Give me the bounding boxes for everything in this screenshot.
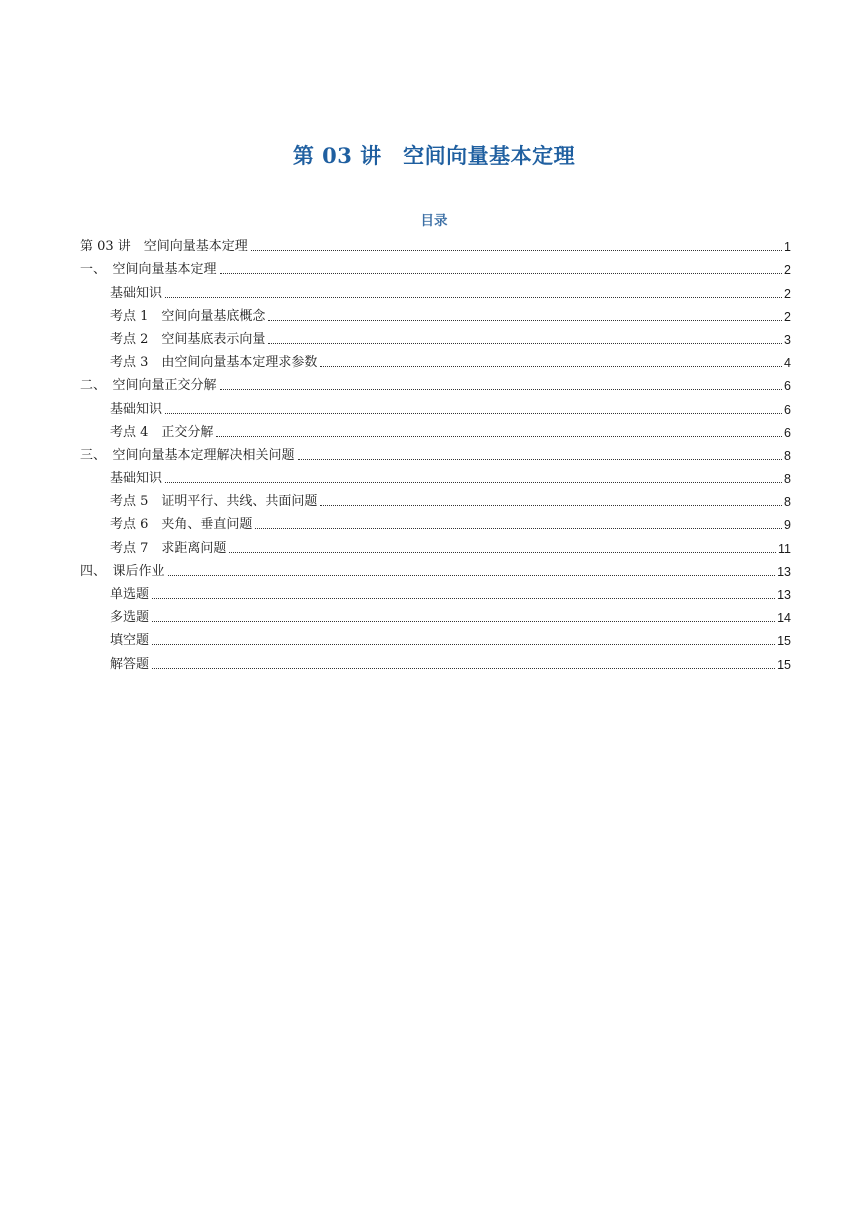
toc-entry[interactable] [80, 557, 791, 580]
toc-entry-page-number[interactable]: 3 [784, 332, 791, 347]
toc-entry-label[interactable]: 基础知识 [110, 401, 163, 417]
document-title: 第 03 讲 空间向量基本定理 [292, 143, 576, 168]
toc-dot-leader [220, 273, 783, 274]
toc-dot-leader [298, 459, 783, 460]
toc-entry-page-number[interactable]: 2 [784, 286, 791, 301]
toc-entry[interactable] [80, 232, 791, 255]
toc-entry-label[interactable]: 第 03 讲 空间向量基本定理 [80, 239, 248, 255]
toc-entry-page-number[interactable]: 1 [784, 240, 791, 255]
toc-dot-leader [320, 505, 782, 506]
toc-dot-leader [268, 320, 782, 321]
toc-entry-page-number[interactable]: 13 [777, 588, 791, 602]
toc-entry-label[interactable]: 四、 课后作业 [80, 563, 165, 579]
toc-entry-label[interactable]: 考点 1 空间向量基底概念 [110, 308, 266, 324]
toc-entry-page-number[interactable]: 6 [784, 425, 791, 440]
toc-entry-page-number[interactable]: 11 [778, 541, 791, 556]
toc-entry[interactable] [80, 487, 791, 510]
toc-entry[interactable] [80, 626, 791, 649]
toc-entry-page-number[interactable]: 8 [784, 448, 791, 463]
toc-entry-label[interactable]: 解答题 [110, 656, 150, 672]
toc-entry-label[interactable]: 基础知识 [110, 285, 163, 301]
toc-dot-leader [320, 366, 782, 367]
toc-entry[interactable] [80, 371, 791, 394]
toc-entry[interactable] [80, 348, 791, 371]
toc-entry-page-number[interactable]: 2 [784, 263, 791, 278]
toc-entry-label[interactable]: 考点 7 求距离问题 [110, 540, 227, 556]
toc-entry-page-number[interactable]: 9 [784, 518, 791, 533]
toc-entry[interactable] [80, 464, 791, 487]
toc-entry-page-number[interactable]: 2 [784, 309, 791, 324]
toc-entry[interactable] [80, 580, 791, 603]
toc-entry[interactable] [80, 603, 791, 626]
toc-dot-leader [268, 343, 782, 344]
toc-dot-leader [165, 413, 782, 414]
toc-entry[interactable] [80, 278, 791, 301]
toc-dot-leader [165, 482, 782, 483]
toc-dot-leader [255, 528, 782, 529]
toc-dot-leader [165, 297, 782, 298]
toc-entry[interactable] [80, 533, 791, 556]
toc-dot-leader [216, 436, 782, 437]
toc-entry-page-number[interactable]: 8 [784, 495, 791, 510]
toc-dot-leader [152, 668, 775, 669]
toc-entry-label[interactable]: 多选题 [110, 610, 150, 626]
toc-entry-page-number[interactable]: 8 [784, 472, 791, 487]
toc-entry-page-number[interactable]: 4 [784, 356, 791, 371]
toc-entry[interactable] [80, 302, 791, 325]
toc-dot-leader [220, 389, 783, 390]
toc-entry[interactable] [80, 418, 791, 441]
toc-dot-leader [152, 644, 775, 645]
toc-entry-label[interactable]: 考点 5 证明平行、共线、共面问题 [110, 494, 318, 510]
toc-entry-label[interactable]: 单选题 [110, 587, 150, 602]
table-of-contents [80, 232, 791, 673]
toc-entry-label[interactable]: 一、 空间向量基本定理 [80, 262, 217, 278]
toc-dot-leader [251, 250, 782, 251]
toc-entry-label[interactable]: 考点 4 正交分解 [110, 424, 214, 440]
toc-entry-label[interactable]: 考点 3 由空间向量基本定理求参数 [110, 355, 318, 371]
toc-entry[interactable] [80, 325, 791, 348]
toc-dot-leader [152, 598, 775, 599]
toc-entry-page-number[interactable]: 13 [777, 564, 791, 579]
toc-dot-leader [229, 552, 776, 553]
toc-entry-label[interactable]: 考点 2 空间基底表示向量 [110, 331, 266, 347]
toc-entry-page-number[interactable]: 6 [784, 379, 791, 394]
toc-entry-label[interactable]: 二、 空间向量正交分解 [80, 378, 217, 394]
toc-entry[interactable] [80, 649, 791, 672]
toc-entry-label[interactable]: 考点 6 夹角、垂直问题 [110, 517, 253, 533]
toc-entry-label[interactable]: 填空题 [110, 633, 150, 649]
toc-entry-label[interactable]: 基础知识 [110, 471, 163, 487]
toc-entry[interactable] [80, 394, 791, 417]
toc-entry[interactable] [80, 255, 791, 278]
toc-dot-leader [168, 575, 776, 576]
toc-entry-page-number[interactable]: 14 [777, 611, 791, 626]
toc-entry-label[interactable]: 三、 空间向量基本定理解决相关问题 [80, 447, 295, 463]
toc-entry[interactable] [80, 510, 791, 533]
toc-entry-page-number[interactable]: 15 [777, 657, 791, 672]
toc-entry-page-number[interactable]: 15 [777, 634, 791, 649]
toc-dot-leader [152, 621, 775, 622]
toc-entry-page-number[interactable]: 6 [784, 402, 791, 417]
toc-entry[interactable] [80, 441, 791, 464]
toc-heading: 目录 [420, 213, 448, 229]
